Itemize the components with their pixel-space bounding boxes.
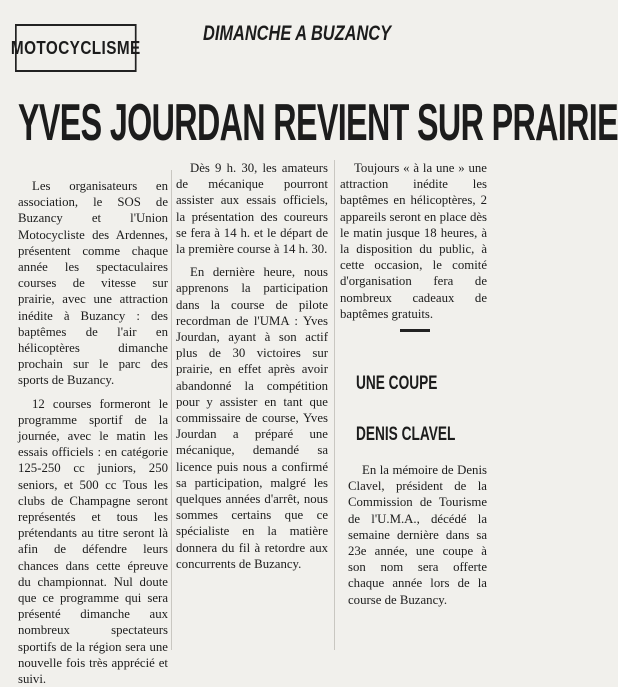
article-paragraph: Toujours « à la une » une attraction inédite les baptêmes en hélicoptères, 2 appareils seront en place dès le matin jusque 18 heures, à la disposition du public, à cette occasion, le comité d'organisation fera de nombreux cadeaux de baptêmes gratuits. <box>340 161 487 321</box>
column-rule <box>171 170 172 650</box>
article-paragraph: 12 courses formeront le programme sportif de la journée, avec le matin les essais officiels : en catégorie 125-250 cc juniors, 250 seniors, et 500 cc Tous les clubs de Champagne seront représentés et tous les prétendants au titre seront là afin de défendre leurs chances dans cette épreuve du championnat. Nul doute que ce programme qui sera présenté dimanche aux nombreux spectateurs sportifs de la région sera une nouvelle fois très apprécié et suivi. <box>18 396 168 687</box>
article-paragraph: En dernière heure, nous apprenons la participation dans la course de pilote recordman de l'UMA : Yves Jourdan, ayant à son actif plus de 30 victoires sur prairie, en effet après avoir abandonné la compétition pour y assister en tant que commissaire de course, Yves Jourdan a préparé une mécanique, demandé sa licence puis nous a confirmé sa participation, malgré les quelques années d'arrêt, nous sommes certains que ce spécialiste en la matière donnera du fil à retordre aux concurrents de Buzancy. <box>176 265 328 571</box>
article-column-2 <box>176 160 328 572</box>
article-column-1 <box>18 178 168 687</box>
article-paragraph: Dès 9 h. 30, les amateurs de mécanique pourront assister aux essais officiels, la présentation des coureurs se fera à 14 h. et le départ de la première course à 14 h. 30. <box>176 161 328 257</box>
event-kicker: DIMANCHE A BUZANCY <box>203 22 392 45</box>
sidebar-title: DENIS CLAVEL <box>356 424 456 445</box>
article-column-3 <box>340 160 487 322</box>
sidebar-paragraph: En la mémoire de Denis Clavel, président de la Commission de Tourisme de l'U.M.A., décédé la semaine dernière dans sa 23e année, une coupe à son nom sera offerte chaque année lors de la course de Buzancy. <box>348 463 487 607</box>
section-divider <box>400 329 430 332</box>
sidebar-title: UNE COUPE <box>356 373 438 394</box>
column-rule <box>334 160 335 650</box>
rubric-box: MOTOCYCLISME <box>15 24 137 72</box>
headline: YVES JOURDAN REVIENT SUR PRAIRIE <box>18 94 618 152</box>
article-paragraph: Les organisateurs en association, le SOS de Buzancy et l'Union Motocycliste des Ardennes, présentent comme chaque année les spectaculaires courses de vitesse sur prairie, avec une attraction inédite à Buzancy : des baptêmes de l'air en hélicoptères dimanche prochain sur le parc des sports de Buzancy. <box>18 179 168 388</box>
sidebar-column <box>348 462 487 608</box>
